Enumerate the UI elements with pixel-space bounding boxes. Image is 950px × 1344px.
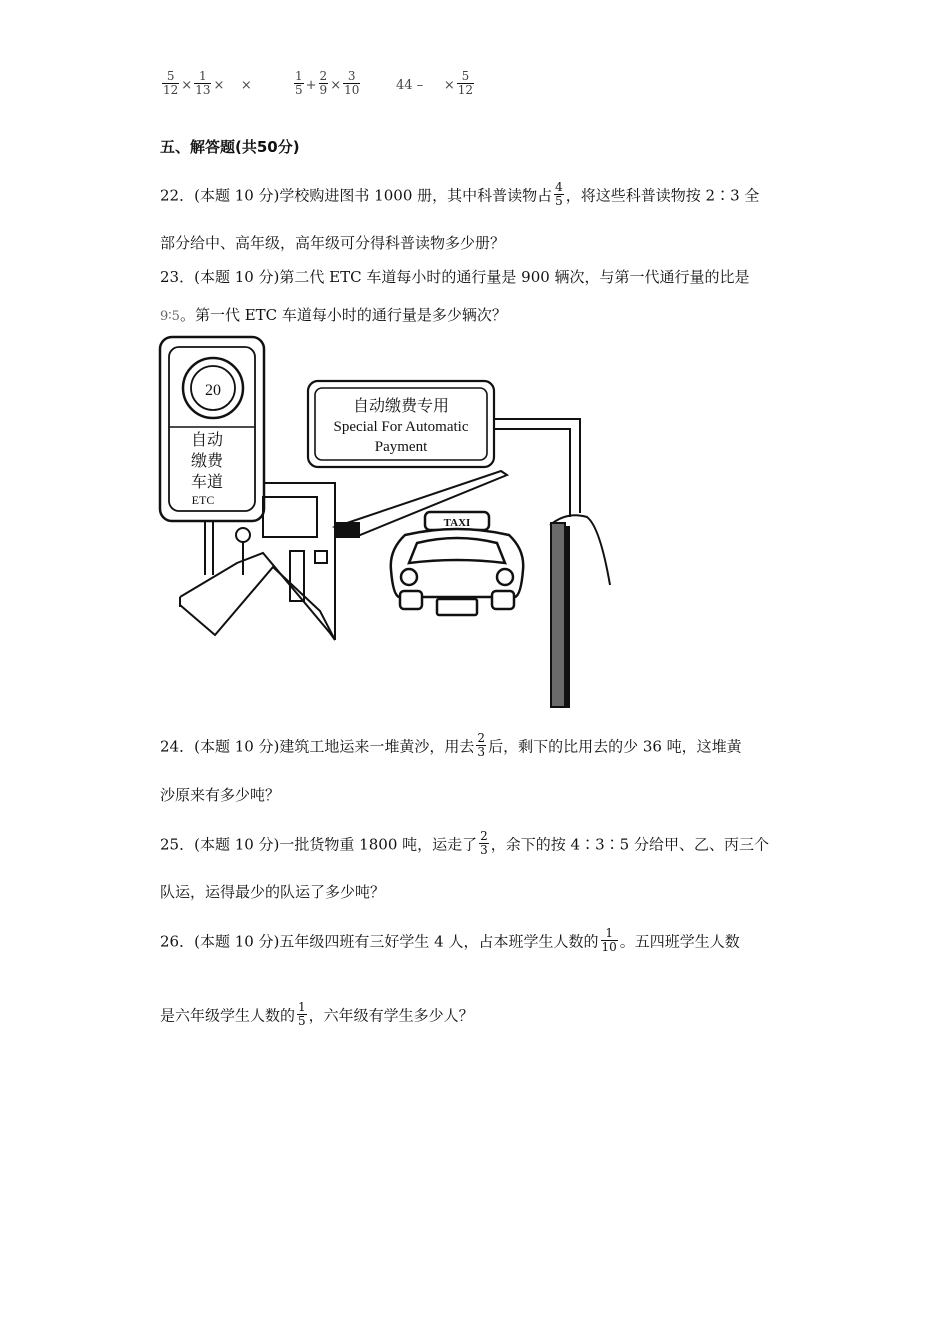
- question-24-line-2: 沙原来有多少吨？: [160, 786, 281, 804]
- fraction: $\frac{2}{3}$: [477, 731, 486, 759]
- fraction: $\frac{1}{10}$: [601, 926, 617, 954]
- question-23-line-2: 9∶5。第一代 ETC 车道每小时的通行量是多少辆次？: [160, 306, 507, 324]
- question-22-line-1: 22．(本题 10 分)学校购进图书 1000 册，其中科普读物占 $\frac{4}{5}$ ，将这些科普读物按 2∶3 全: [160, 180, 760, 208]
- fraction: $\frac{1}{5}$: [298, 1000, 306, 1028]
- speed-number: 20: [205, 382, 221, 399]
- question-23-line-1: 23．(本题 10 分)第二代 ETC 车道每小时的通行量是 900 辆次，与第一代通行量的比是: [160, 268, 750, 286]
- fraction: $\frac{4}{5}$: [555, 180, 563, 208]
- question-24-line-1: 24．(本题 10 分)建筑工地运来一堆黄沙，用去 $\frac{2}{3}$ 后，剩下的比用去的少 36 吨，这堆黄: [160, 731, 742, 759]
- mountains: [180, 553, 335, 640]
- sign-text-2: 缴费: [190, 453, 224, 470]
- banner-title-cn: 自动缴费专用: [352, 398, 450, 415]
- question-25-line-2: 队运，运得最少的队运了多少吨？: [160, 883, 386, 901]
- fraction: $\frac{5}{12}$: [457, 69, 474, 97]
- section-heading: 五、解答题(共50分): [160, 138, 300, 156]
- expression-2: $\frac{1}{5}$ + $\frac{2}{9}$ × $\frac{3}{10}$: [295, 69, 360, 97]
- banner-text-en-1: Special For Automatic: [333, 419, 469, 435]
- sign-text-3: 车道: [190, 474, 224, 491]
- taxi-label: TAXI: [443, 517, 471, 529]
- banner-text-en-2: Payment: [374, 439, 428, 455]
- fraction: $\frac{2}{3}$: [480, 829, 488, 857]
- sign-text-1: 自动: [190, 432, 224, 449]
- fraction: $\frac{3}{10}$: [344, 69, 360, 97]
- fraction: $\frac{2}{9}$: [319, 69, 328, 97]
- question-26-line-1: 26．(本题 10 分)五年级四班有三好学生 4 人，占本班学生人数的 $\frac{1}{10}$ 。五四班学生人数: [160, 926, 740, 954]
- fraction: $\frac{5}{12}$: [163, 69, 179, 97]
- fraction: $\frac{1}{13}$: [195, 69, 211, 97]
- expression-1: $\frac{5}{12}$ × $\frac{1}{13}$ × ×: [163, 69, 252, 97]
- question-22-line-2: 部分给中、高年级，高年级可分得科普读物多少册？: [160, 234, 506, 252]
- expression-3: 44 – × $\frac{5}{12}$: [396, 69, 474, 97]
- question-25-line-1: 25．(本题 10 分)一批货物重 1800 吨，运走了 $\frac{2}{3}$ ，余下的按 4∶3∶5 分给甲、乙、丙三个: [160, 829, 769, 857]
- fraction: $\frac{1}{5}$: [295, 69, 303, 97]
- etc-toll-illustration: [155, 335, 625, 713]
- question-26-line-2: 是六年级学生人数的 $\frac{1}{5}$ ，六年级有学生多少人？: [160, 1000, 474, 1028]
- sign-text-4: ETC: [191, 493, 215, 507]
